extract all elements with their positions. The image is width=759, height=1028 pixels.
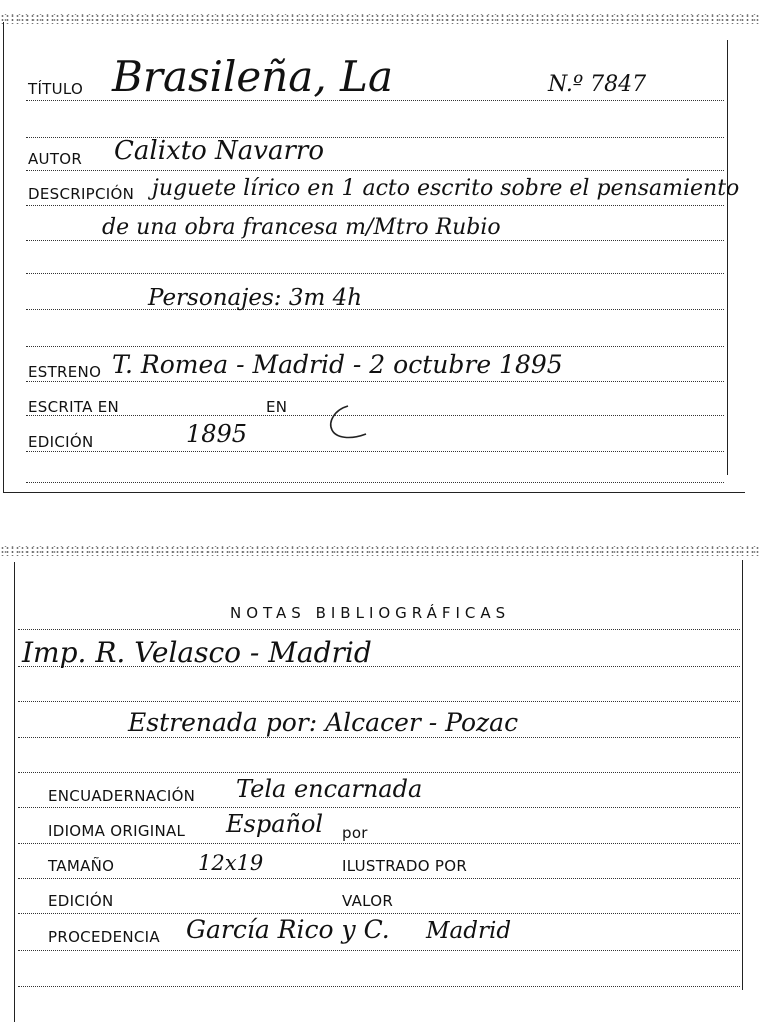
top-card-edge-speckle <box>0 14 759 24</box>
ruled-line <box>18 807 740 808</box>
estreno-value: T. Romea - Madrid - 2 octubre 1895 <box>112 350 563 379</box>
ruled-line <box>26 273 724 274</box>
top-card-left-border <box>3 22 4 492</box>
notes-line-1: Imp. R. Velasco - Madrid <box>22 636 372 669</box>
ruled-line <box>26 381 724 382</box>
tamano-label: TAMAÑO <box>48 857 115 875</box>
ruled-line <box>18 737 740 738</box>
ruled-line <box>18 843 740 844</box>
idioma-original-label: IDIOMA ORIGINAL <box>48 822 186 840</box>
pencil-mark <box>322 400 372 446</box>
en-label: EN <box>266 398 288 416</box>
ruled-line <box>18 986 740 987</box>
bottom-card-edge-speckle <box>0 546 759 556</box>
encuadernacion-label: ENCUADERNACIÓN <box>48 787 196 805</box>
descripcion-value-line-2: de una obra francesa m/Mtro Rubio <box>102 215 501 240</box>
ruled-line <box>18 701 740 702</box>
estreno-label: ESTRENO <box>28 363 102 381</box>
encuadernacion-value: Tela encarnada <box>236 775 423 803</box>
ruled-line <box>18 913 740 914</box>
autor-value: Calixto Navarro <box>114 136 325 166</box>
escrita-en-label: ESCRITA EN <box>28 398 120 416</box>
notes-line-2: Estrenada por: Alcacer - Pozac <box>128 708 519 737</box>
ruled-line <box>18 629 740 630</box>
procedencia-value: García Rico y C. <box>186 915 390 944</box>
por-label: por <box>342 824 368 842</box>
titulo-label: TÍTULO <box>28 80 84 98</box>
catalog-number: N.º 7847 <box>548 72 647 97</box>
edicion-value: 1895 <box>186 420 248 448</box>
notas-heading: NOTAS BIBLIOGRÁFICAS <box>230 604 511 622</box>
ruled-line <box>26 309 724 310</box>
edicion-label: EDICIÓN <box>28 433 94 451</box>
descripcion-label: DESCRIPCIÓN <box>28 185 135 203</box>
ruled-line <box>26 346 724 347</box>
ruled-line <box>26 240 724 241</box>
valor-label: VALOR <box>342 892 394 910</box>
ruled-line <box>26 482 724 483</box>
procedencia-label: PROCEDENCIA <box>48 928 160 946</box>
top-card-right-border <box>727 40 728 475</box>
bottom-card-right-border <box>742 560 743 990</box>
bottom-card-left-border <box>14 562 15 1022</box>
ruled-line <box>26 415 724 416</box>
top-card-bottom-rule <box>3 492 745 493</box>
ilustrado-por-label: ILUSTRADO POR <box>342 857 468 875</box>
ruled-line <box>26 205 724 206</box>
ruled-line <box>18 950 740 951</box>
personajes-value: Personajes: 3m 4h <box>148 285 363 311</box>
procedencia-place-value: Madrid <box>426 918 512 944</box>
ruled-line <box>26 451 724 452</box>
ruled-line <box>26 170 724 171</box>
ruled-line <box>18 772 740 773</box>
autor-label: AUTOR <box>28 150 83 168</box>
idioma-original-value: Español <box>226 810 324 838</box>
tamano-value: 12x19 <box>198 851 264 875</box>
ruled-line <box>18 878 740 879</box>
titulo-value: Brasileña, La <box>112 52 393 101</box>
edicion-label-bottom: EDICIÓN <box>48 892 114 910</box>
descripcion-value-line-1: juguete lírico en 1 acto escrito sobre el pensamiento <box>152 176 740 201</box>
